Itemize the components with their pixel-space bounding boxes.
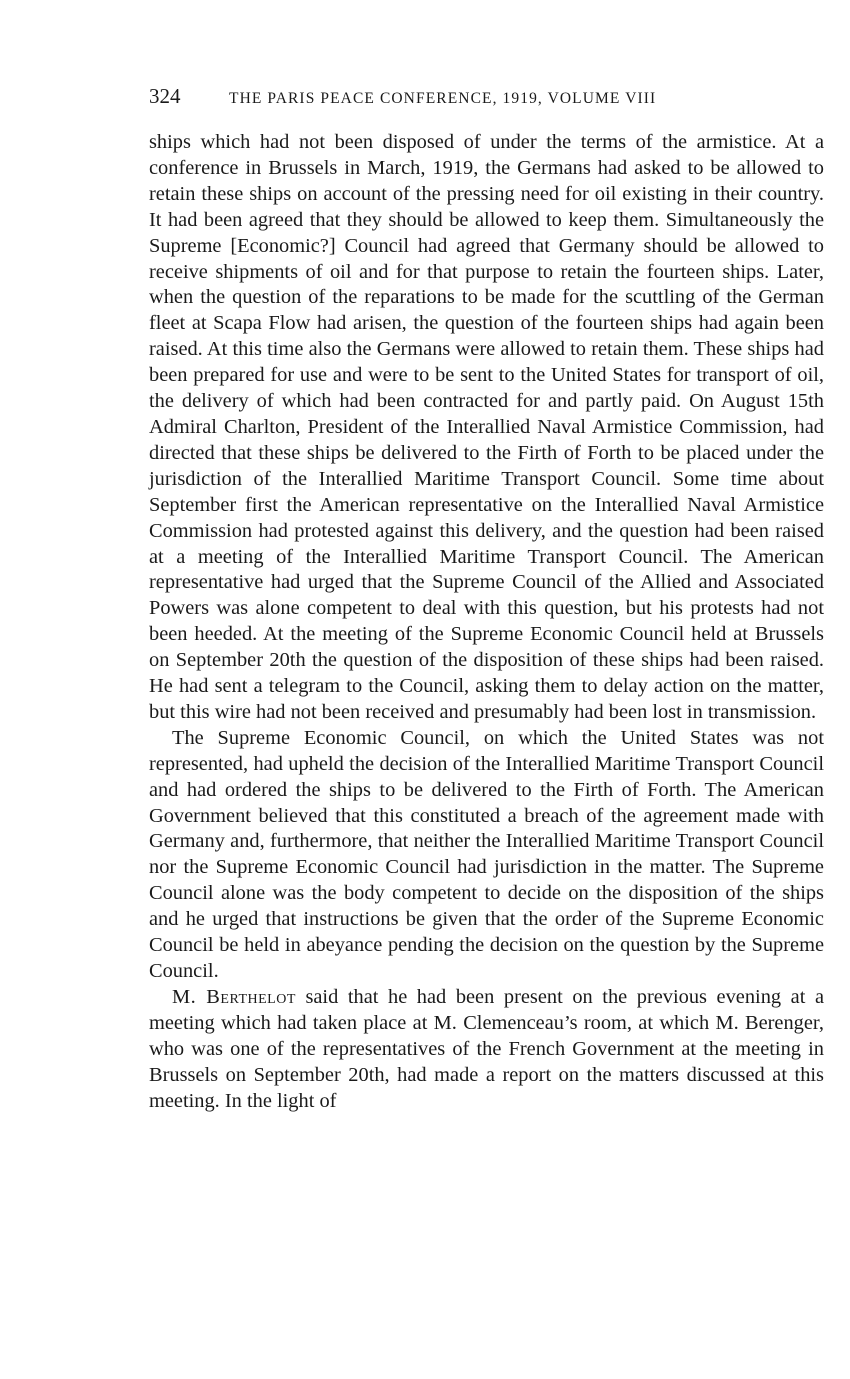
running-title: THE PARIS PEACE CONFERENCE, 1919, VOLUME VIII <box>229 90 657 107</box>
page-number: 324 <box>149 84 181 108</box>
paragraph-continued: ships which had not been disposed of under the terms of the armistice. At a conference in Brussels in March, 1919, the Germans had asked to be allowed to retain these ships on account of the pressing need for oil existing in their country. It had been agreed that they should be allowed to keep them. Simultaneously the Supreme [Economic?] Council had agreed that Germany should be allowed to receive shipments of oil and for that purpose to retain the fourteen ships. Later, when the question of the reparations to be made for the scuttling of the German fleet at Scapa Flow had arisen, the question of the fourteen ships had again been raised. At this time also the Germans were allowed to retain them. These ships had been prepared for use and were to be sent to the United States for transport of oil, the delivery of which had been contracted for and partly paid. On August 15th Admiral Charlton, President of the Interallied Naval Armistice Commission, had directed that these ships be delivered to the Firth of Forth to be placed under the jurisdiction of the Interallied Maritime Transport Council. Some time about September first the American representative on the Interallied Naval Armistice Commission had protested against this delivery, and the question had been raised at a meeting of the Interallied Maritime Transport Council. The American representative had urged that the Supreme Council of the Allied and Associated Powers was alone competent to deal with this question, but his protests had not been heeded. At the meeting of the Supreme Economic Council held at Brussels on September 20th the question of the disposition of these ships had been raised. He had sent a telegram to the Council, asking them to delay action on the matter, but this wire had not been received and presumably had been lost in transmission. <box>149 131 824 723</box>
document-page <box>149 84 824 1114</box>
speaker-statement: said that he had been present on the previous evening at a meeting which had taken place at M. Clemenceau’s room, at which M. Berenger, who was one of the representatives of the French Government at the meeting in Brussels on September 20th, had made a report on the matters discussed at this meeting. In the light of <box>149 985 824 1112</box>
speaker-name: M. Berthelot <box>172 985 296 1008</box>
body-text <box>149 130 824 1114</box>
paragraph-berthelot <box>149 985 824 1115</box>
paragraph-economic-council: The Supreme Economic Council, on which the United States was not represented, had upheld the decision of the Interallied Maritime Transport Council and had ordered the ships to be delivered to the Firth of Forth. The American Government believed that this constituted a breach of the agreement made with Germany and, furthermore, that neither the Interallied Maritime Transport Council nor the Supreme Economic Council had jurisdiction in the matter. The Supreme Council alone was the body competent to decide on the disposition of the ships and he urged that instructions be given that the order of the Supreme Economic Council be held in abeyance pending the decision on the question by the Supreme Council. <box>149 726 824 982</box>
running-head <box>149 84 824 114</box>
